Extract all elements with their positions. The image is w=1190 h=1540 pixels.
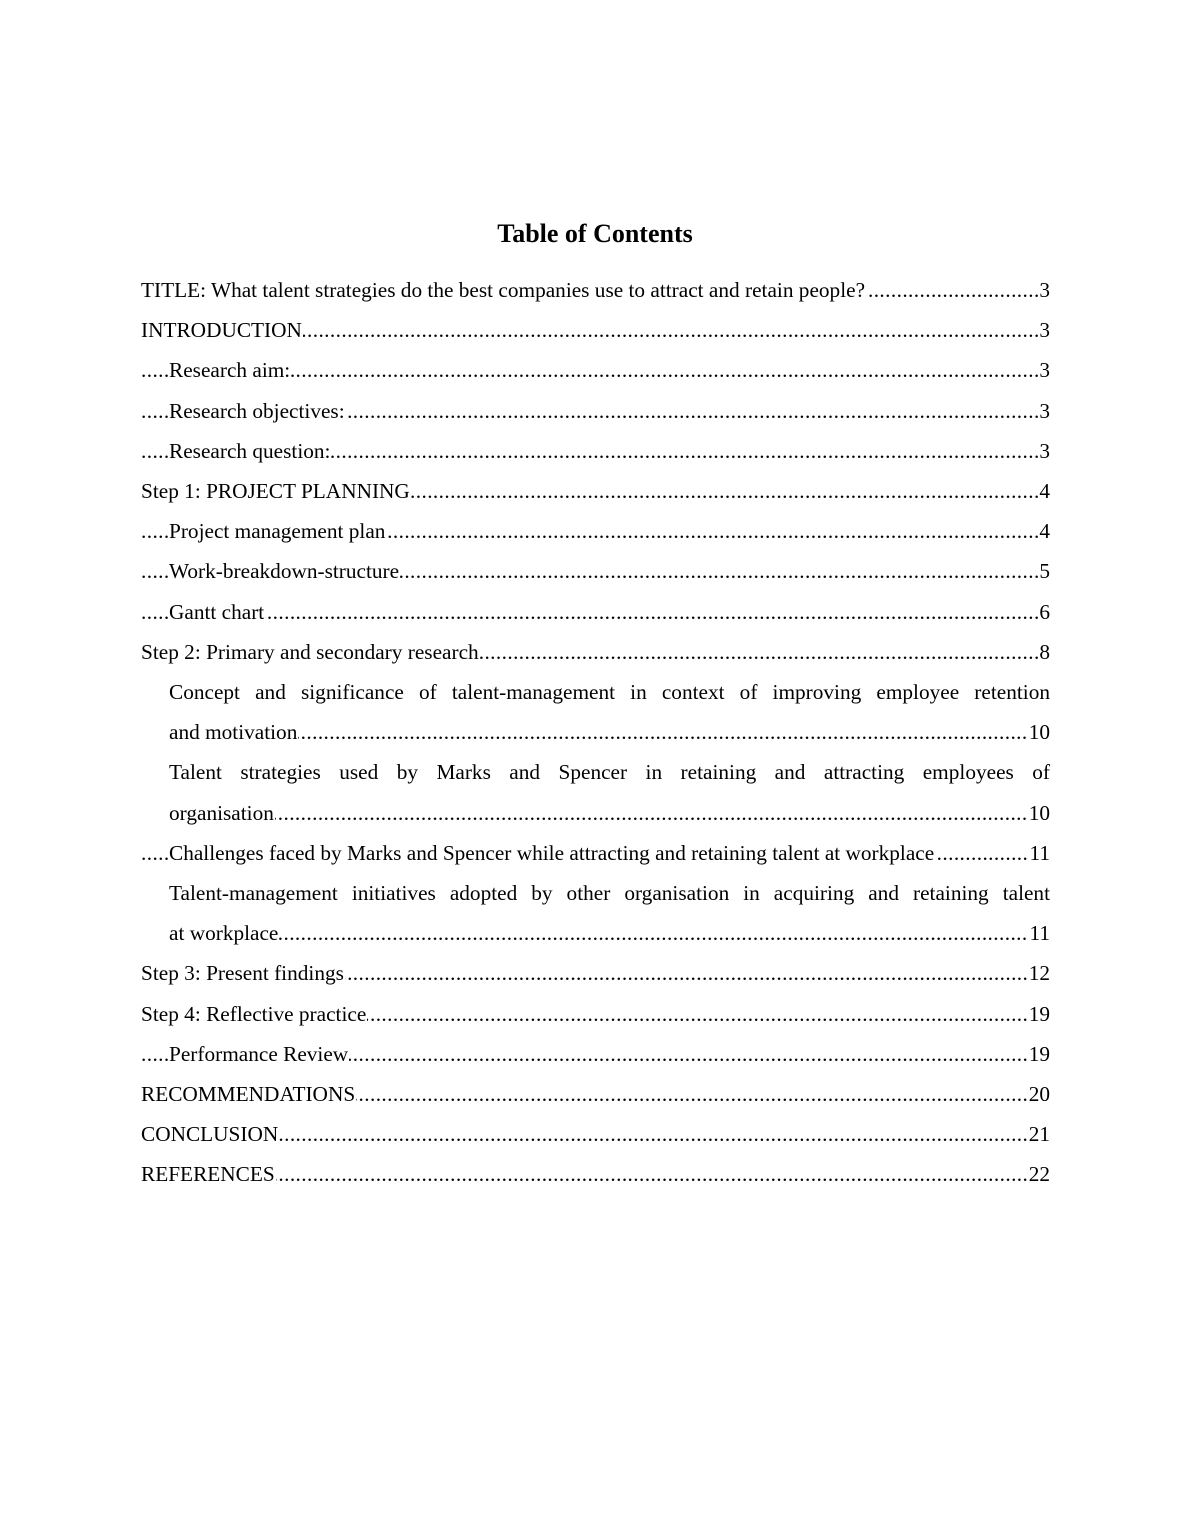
toc-entry-talent-initiatives[interactable] [141,873,1050,953]
toc-entry-challenges[interactable] [141,833,1050,873]
toc-entry-page: 11 [1028,913,1050,953]
toc-entry-label: Project management plan [169,519,386,544]
toc-entry-label: Step 1: PROJECT PLANNING [141,479,410,504]
toc-entry-label-line-1: Talent-management initiatives adopted by other organisation in acquiring and retaining talent [169,881,1050,906]
toc-entry-page: 3 [1038,270,1050,310]
toc-entry-conclusion[interactable] [141,1114,1050,1154]
toc-list [141,270,1050,1195]
toc-entry-page: 3 [1038,350,1050,390]
toc-entry-research-question[interactable] [141,431,1050,471]
toc-entry-references[interactable] [141,1154,1050,1194]
toc-entry-label: Research aim: [169,358,291,383]
toc-entry-page: 3 [1038,391,1050,431]
toc-entry-performance-review[interactable] [141,1034,1050,1074]
toc-entry-title[interactable] [141,270,1050,310]
toc-entry-page: 19 [1028,1034,1050,1074]
toc-entry-label-line-1: Concept and significance of talent-management in context of improving employee retention [169,680,1050,705]
toc-entry-last-line [169,793,1050,833]
toc-entry-page: 12 [1028,953,1050,993]
toc-entry-recommendations[interactable] [141,1074,1050,1114]
toc-entry-page: 22 [1028,1154,1050,1194]
toc-entry-label-line-1: Talent strategies used by Marks and Spencer in retaining and attracting employees of [169,760,1050,785]
toc-entry-introduction[interactable] [141,310,1050,350]
toc-entry-page: 5 [1038,551,1050,591]
toc-entry-step-4[interactable] [141,994,1050,1034]
toc-entry-label: Performance Review [169,1041,349,1066]
toc-entry-label: Gantt chart [169,599,265,624]
toc-entry-label: INTRODUCTION [141,318,302,343]
toc-entry-talent-strategies[interactable] [141,752,1050,832]
toc-entry-label: Work-breakdown-structure [169,559,400,584]
toc-entry-project-management-plan[interactable] [141,511,1050,551]
toc-entry-concept-significance[interactable] [141,672,1050,752]
toc-entry-label: Research objectives: [169,398,345,423]
toc-entry-label: Challenges faced by Marks and Spencer while attracting and retaining talent at workplace [169,840,935,865]
toc-entry-label: Step 2: Primary and secondary research [141,639,479,664]
toc-entry-step-1[interactable] [141,471,1050,511]
toc-entry-last-line [169,712,1050,752]
toc-entry-label: TITLE: What talent strategies do the best companies use to attract and retain people? [141,278,866,302]
toc-entry-page: 4 [1038,511,1050,551]
toc-entry-last-line [169,913,1050,953]
toc-entry-page: 4 [1038,471,1050,511]
toc-entry-step-3[interactable] [141,953,1050,993]
toc-entry-page: 3 [1038,310,1050,350]
toc-entry-research-objectives[interactable] [141,391,1050,431]
toc-entry-page: 10 [1028,712,1050,752]
toc-entry-label-line-2: at workplace [169,921,279,946]
toc-entry-label-line-2: and motivation [169,720,298,745]
toc-entry-step-2[interactable] [141,632,1050,672]
toc-entry-gantt-chart[interactable] [141,592,1050,632]
toc-entry-page: 19 [1028,994,1050,1034]
toc-entry-page: 20 [1028,1074,1050,1114]
toc-entry-page: 10 [1028,793,1050,833]
toc-entry-label: Step 3: Present findings [141,961,344,986]
toc-entry-label: CONCLUSION [141,1122,279,1147]
toc-entry-label: Step 4: Reflective practice [141,1001,367,1026]
toc-entry-work-breakdown-structure[interactable] [141,551,1050,591]
toc-entry-page: 3 [1038,431,1050,471]
toc-entry-label-line-2: organisation [169,800,274,825]
toc-entry-label: RECOMMENDATIONS [141,1082,356,1107]
toc-title: Table of Contents [497,219,693,248]
toc-entry-page: 8 [1038,632,1050,672]
toc-entry-label: REFERENCES [141,1162,275,1187]
toc-entry-label: Research question: [169,438,331,463]
toc-entry-research-aim[interactable] [141,350,1050,390]
toc-entry-page: 21 [1028,1114,1050,1154]
toc-entry-page: 11 [1028,833,1050,873]
toc-entry-page: 6 [1038,592,1050,632]
